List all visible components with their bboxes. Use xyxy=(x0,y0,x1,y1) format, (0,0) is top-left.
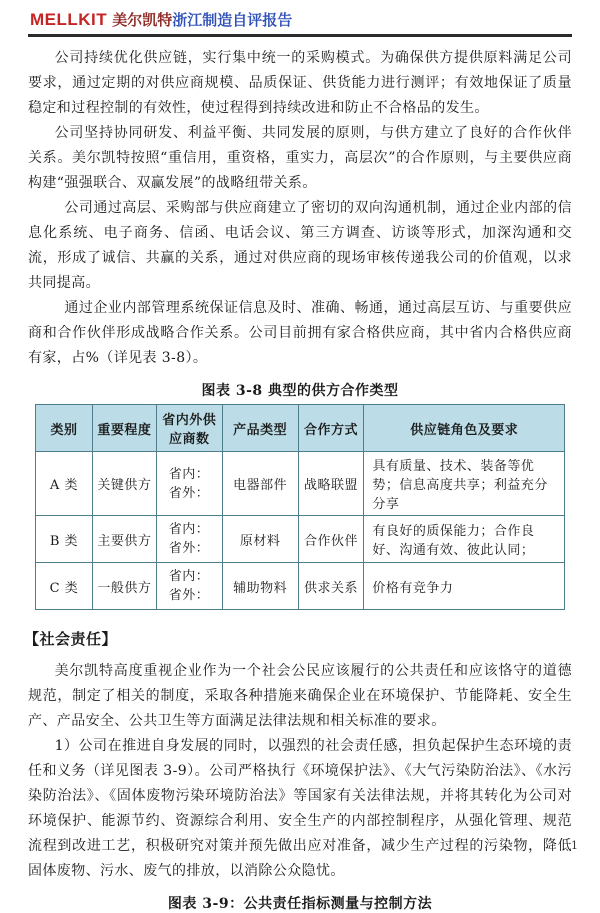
cell-importance: 主要供方 xyxy=(92,516,156,563)
column-header: 重要程度 xyxy=(92,405,156,452)
cell-coop-mode: 合作伙伴 xyxy=(298,516,364,563)
column-header: 供应链角色及要求 xyxy=(364,405,565,452)
cell-role-requirement: 有良好的质保能力；合作良好、沟通有效、彼此认同； xyxy=(364,516,565,563)
province-in: 省内： xyxy=(168,569,210,584)
column-header: 产品类型 xyxy=(222,405,298,452)
cell-product-type: 电器部件 xyxy=(222,452,298,516)
page-number: 1 xyxy=(571,839,578,852)
paragraph: 通过企业内部管理系统保证信息及时、准确、畅通，通过高层互访、与重要供应商和合作伙伴形成战略合作关系。公司目前拥有家合格供应商，其中省内合格供应商有家，占%（详见表 3-8）。 xyxy=(28,300,572,366)
column-header: 合作方式 xyxy=(298,405,364,452)
table-header-row xyxy=(36,405,565,452)
cell-coop-mode: 战略联盟 xyxy=(298,452,364,516)
logo-text: MELLKIT xyxy=(30,10,108,29)
province-out: 省外： xyxy=(168,485,210,501)
cell-product-type: 原材料 xyxy=(222,516,298,563)
cell-category: A 类 xyxy=(36,452,93,516)
province-in: 省内： xyxy=(168,466,210,482)
cell-importance: 关键供方 xyxy=(92,452,156,516)
paragraph: 美尔凯特高度重视企业作为一个社会公民应该履行的公共责任和应该恪守的道德规范，制定了相关的制度，采取各种措施来确保企业在环境保护、节能降耗、安全生产、产品安全、公共卫生等方面满足法律法规和相关标准的要求。 xyxy=(28,663,572,729)
cell-category: B 类 xyxy=(36,516,93,563)
cell-importance: 一般供方 xyxy=(92,563,156,610)
column-header: 省内外供应商数 xyxy=(156,405,222,452)
brand-name: 美尔凯特 xyxy=(112,11,173,29)
document-header xyxy=(28,6,572,37)
table-row xyxy=(36,563,565,610)
cell-supplier-count xyxy=(156,516,222,563)
cell-product-type: 辅助物料 xyxy=(222,563,298,610)
supplier-cooperation-table xyxy=(35,404,565,610)
body-text xyxy=(28,46,572,371)
province-in: 省内： xyxy=(168,522,210,537)
section-body xyxy=(28,659,572,884)
report-title: 浙江制造自评报告 xyxy=(172,11,293,29)
table-caption: 图表 3-8 典型的供方合作类型 xyxy=(201,383,399,399)
cell-role-requirement: 价格有竞争力 xyxy=(364,563,565,610)
paragraph: 公司持续优化供应链，实行集中统一的采购模式。为确保供方提供原料满足公司要求，通过定期的对供应商规模、品质保证、供货能力进行测评；有效地保证了质量稳定和过程控制的有效性，使过程得到持续改进和防止不合格品的发生。 xyxy=(28,50,572,116)
section-heading-social-responsibility: 【社会责任】 xyxy=(24,630,118,648)
cell-supplier-count xyxy=(156,563,222,610)
province-out: 省外： xyxy=(168,588,210,603)
paragraph: 公司坚持协同研发、利益平衡、共同发展的原则，与供方建立了良好的合作伙伴关系。美尔凯特按照“重信用，重资格，重实力，高层次”的合作原则，与主要供应商构建“强强联合、双赢发展”的战略纽带关系。 xyxy=(28,125,572,191)
figure-caption: 图表 3-9：公共责任指标测量与控制方法 xyxy=(167,896,433,912)
cell-supplier-count xyxy=(156,452,222,516)
cell-role-requirement: 具有质量、技术、装备等优势；信息高度共享；利益充分分享 xyxy=(364,452,565,516)
table-row xyxy=(36,452,565,516)
cell-category: C 类 xyxy=(36,563,93,610)
table-row xyxy=(36,516,565,563)
cell-coop-mode: 供求关系 xyxy=(298,563,364,610)
paragraph: 公司通过高层、采购部与供应商建立了密切的双向沟通机制，通过企业内部的信息化系统、电子商务、信函、电话会议、第三方调查、访谈等形式，加深沟通和交流，形成了诚信、共赢的关系，通过对供应商的现场审核传递我公司的价值观，以求共同提高。 xyxy=(28,200,572,291)
paragraph: 1）公司在推进自身发展的同时，以强烈的社会责任感，担负起保护生态环境的责任和义务（详见图表 3-9）。公司严格执行《环境保护法》、《大气污染防治法》、《水污染防治法》、《固体废物污染环境防治法》等国家有关法律法规，并将其转化为公司对环境保护、能源节约、资源综合利用、安全生产的内部控制程序，从强化管理、规范流程到改进工艺，积极研究对策并预先做出应对准备，减少生产过程的污染物，降低固体废物、污水、废气的排放，以消除公众隐忧。 xyxy=(28,738,572,879)
column-header: 类别 xyxy=(36,405,93,452)
province-out: 省外： xyxy=(168,541,210,556)
